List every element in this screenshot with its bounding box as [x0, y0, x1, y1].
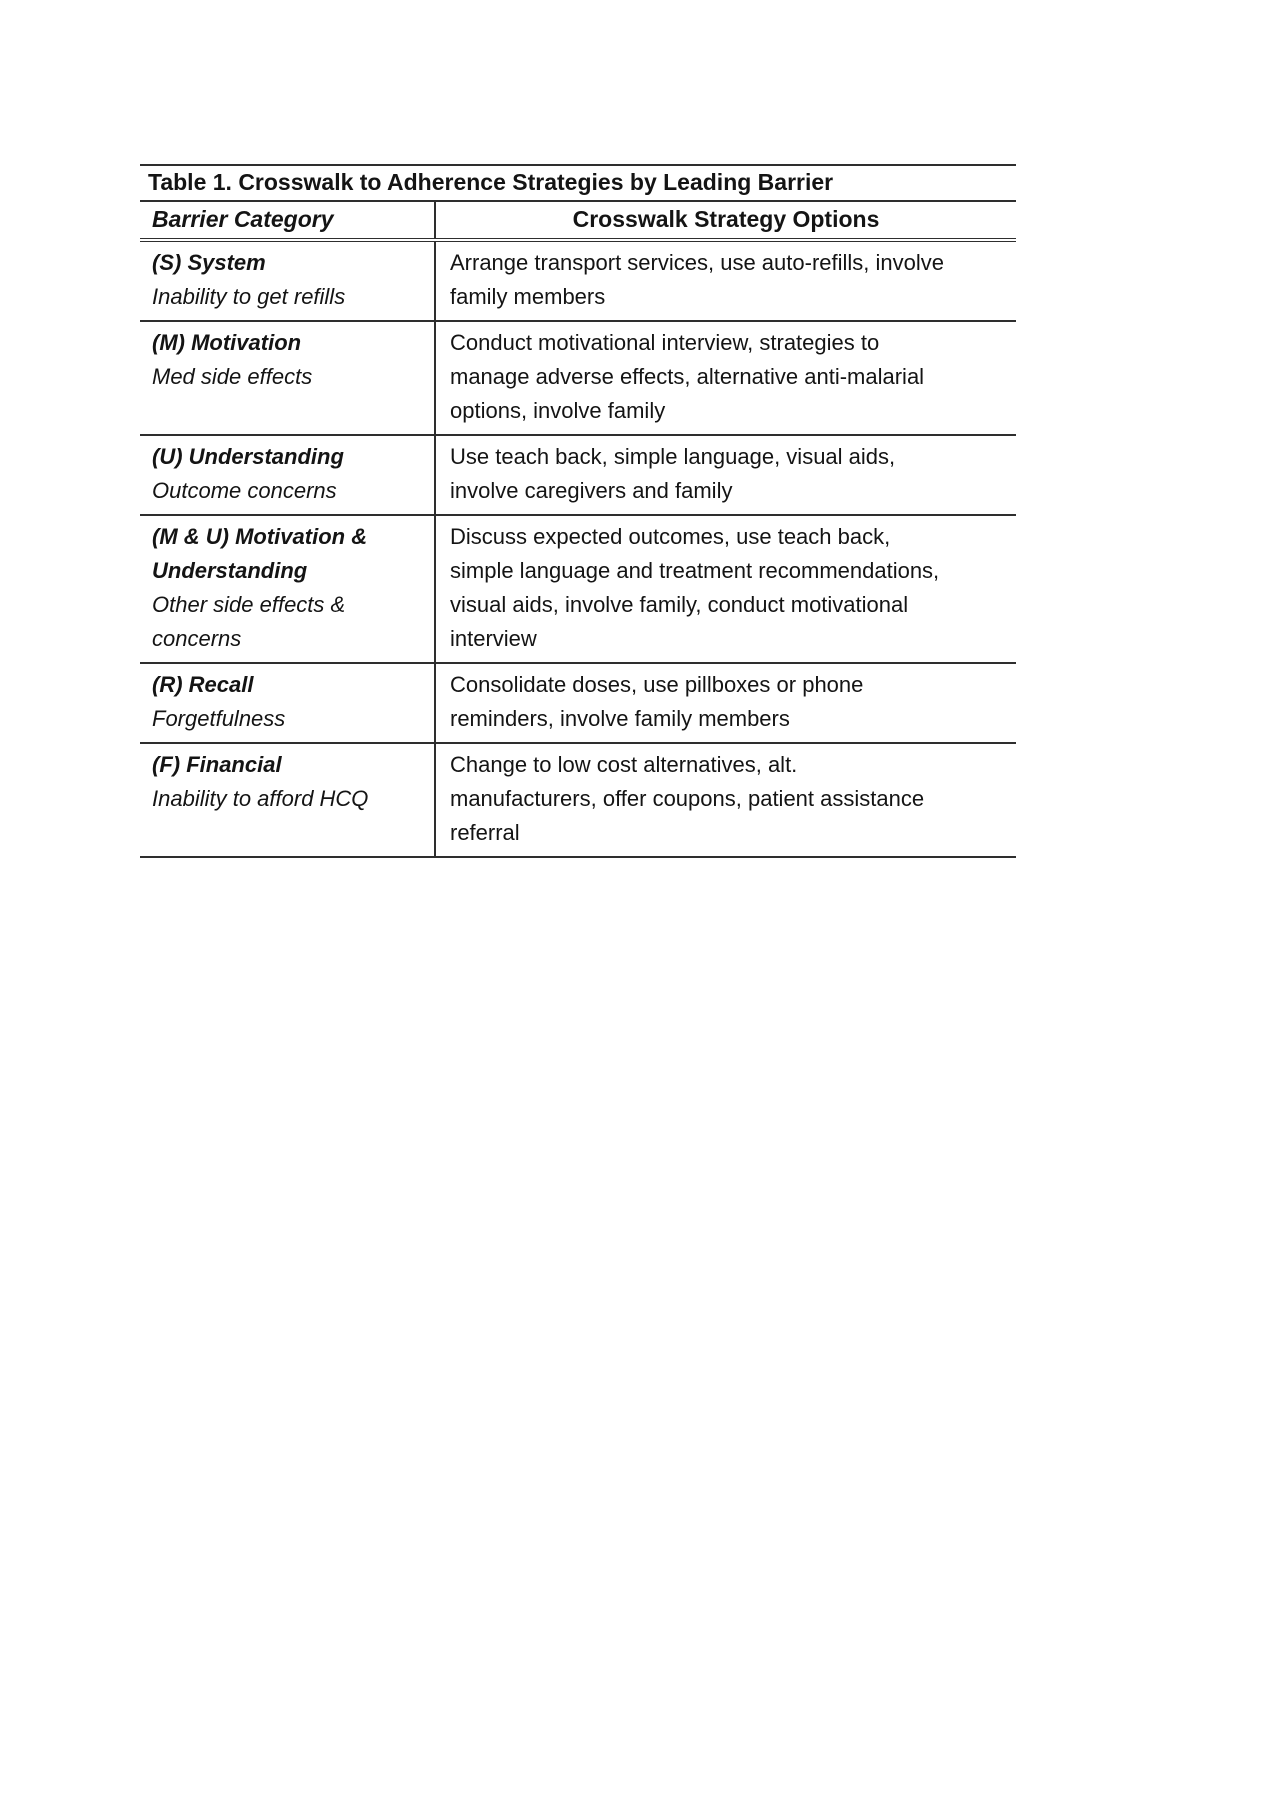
strategy-options-cell [435, 240, 1016, 321]
barrier-category-description: Inability to afford HCQ [152, 786, 369, 811]
crosswalk-table [140, 164, 1016, 858]
table-body [140, 240, 1016, 857]
strategy-options-text: manage adverse effects, alternative anti-malarial [450, 364, 925, 389]
strategy-options-text: options, involve family [450, 398, 666, 423]
strategy-options-text: Conduct motivational interview, strategies to [450, 330, 880, 355]
strategy-options-text: family members [450, 284, 606, 309]
barrier-category-cell [140, 240, 435, 321]
barrier-category-title: (S) System [152, 250, 266, 275]
strategy-options-text: Arrange transport services, use auto-refills, involve [450, 250, 944, 275]
strategy-options-text: reminders, involve family members [450, 706, 790, 731]
strategy-options-text: visual aids, involve family, conduct motivational [450, 592, 909, 617]
strategy-options-cell [435, 515, 1016, 663]
barrier-category-cell [140, 743, 435, 857]
strategy-options-text: manufacturers, offer coupons, patient assistance [450, 786, 925, 811]
barrier-category-title: (F) Financial [152, 752, 282, 777]
strategy-options-text: Use teach back, simple language, visual aids, [450, 444, 896, 469]
barrier-category-cell [140, 515, 435, 663]
barrier-category-description: Outcome concerns [152, 478, 337, 503]
strategy-options-text: involve caregivers and family [450, 478, 733, 503]
column-header-crosswalk-strategy-options: Crosswalk Strategy Options [435, 201, 1016, 240]
barrier-category-title: (M & U) Motivation & [152, 524, 368, 549]
table-row [140, 240, 1016, 321]
strategy-options-cell [435, 435, 1016, 515]
barrier-category-description: Other side effects & [152, 592, 346, 617]
strategy-options-cell [435, 743, 1016, 857]
barrier-category-description: Inability to get refills [152, 284, 346, 309]
barrier-category-cell [140, 663, 435, 743]
table-row [140, 435, 1016, 515]
table-row [140, 663, 1016, 743]
barrier-category-title: (R) Recall [152, 672, 254, 697]
barrier-category-title: (U) Understanding [152, 444, 344, 469]
table-row [140, 743, 1016, 857]
barrier-category-cell [140, 321, 435, 435]
table-title-row [140, 165, 1016, 201]
strategy-options-text: Discuss expected outcomes, use teach back, [450, 524, 891, 549]
barrier-category-title: (M) Motivation [152, 330, 302, 355]
barrier-category-description: Forgetfulness [152, 706, 286, 731]
table-row [140, 321, 1016, 435]
barrier-category-cell [140, 435, 435, 515]
strategy-options-cell [435, 663, 1016, 743]
barrier-category-description: Med side effects [152, 364, 313, 389]
barrier-category-title: Understanding [152, 558, 308, 583]
strategy-options-text: referral [450, 820, 520, 845]
strategy-options-text: simple language and treatment recommendations, [450, 558, 940, 583]
strategy-options-text: interview [450, 626, 537, 651]
column-header-barrier-category: Barrier Category [140, 201, 435, 240]
strategy-options-cell [435, 321, 1016, 435]
strategy-options-text: Consolidate doses, use pillboxes or phone [450, 672, 864, 697]
table-title: Table 1. Crosswalk to Adherence Strategies by Leading Barrier [140, 165, 1016, 201]
strategy-options-text: Change to low cost alternatives, alt. [450, 752, 798, 777]
barrier-category-description: concerns [152, 626, 242, 651]
table-row [140, 515, 1016, 663]
table-header-row [140, 201, 1016, 240]
